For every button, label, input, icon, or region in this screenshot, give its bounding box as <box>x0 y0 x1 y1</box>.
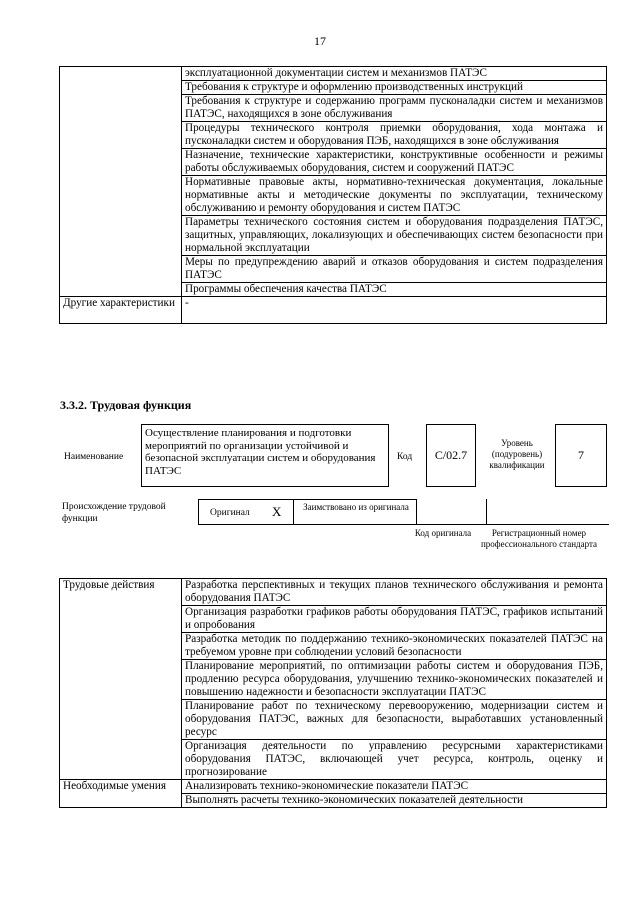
function-name: Осуществление планирования и подготовки мероприятий по организации устойчивой и безопасной эксплуатации систем и оборудования ПАТЭС <box>141 424 389 487</box>
origin-cell-border <box>198 499 199 525</box>
section-title: 3.3.2. Трудовая функция <box>60 398 192 412</box>
table-cell: Требования к структуре и оформлению производственных инструкций <box>182 81 607 95</box>
table-cell: Меры по предупреждению аварий и отказов оборудования и систем подразделения ПАТЭС <box>182 256 607 283</box>
row-label: Другие характеристики <box>60 297 182 324</box>
code-label: Код <box>397 452 413 462</box>
table-row <box>60 780 607 794</box>
origin-row-top-border <box>198 499 416 500</box>
origin-label <box>62 502 197 525</box>
reg-number-label: Регистрационный номер профессионального стандарта <box>480 528 598 549</box>
qualification-level: 7 <box>555 424 607 487</box>
origin-row-bottom-border <box>198 524 609 525</box>
origin-cell-border <box>486 499 487 525</box>
table-cell: Планирование работ по техническому перевооружению, модернизации систем и оборудования ПАТЭС, важных для безопасности, выработавших установленный ресурс <box>182 700 607 740</box>
table-cell: Программы обеспечения качества ПАТЭС <box>182 283 607 297</box>
table-cell: Параметры технического состояния систем и оборудования подразделения ПАТЭС, защитных, управляющих, локализующих и обеспечивающих систем безопасности при нормальной эксплуатации <box>182 216 607 256</box>
table-cell: Процедуры технического контроля приемки оборудования, хода монтажа и пусконаладки систем и оборудования ПЭБ, находящихся в зоне обслуживания <box>182 122 607 149</box>
table-cell: Назначение, технические характеристики, конструктивные особенности и режимы работы обслуживаемых оборудования, систем и сооружений ПАТЭС <box>182 149 607 176</box>
borrowed-label: Заимствовано из оригинала <box>303 502 409 512</box>
table-row <box>60 297 607 324</box>
table-cell: Выполнять расчеты технико-экономических показателей деятельности <box>182 794 607 808</box>
table-cell: Требования к структуре и содержанию программ пусконаладки систем и механизмов ПАТЭС, находящихся в зоне обслуживания <box>182 95 607 122</box>
table-cell: Организация деятельности по управлению ресурсными характеристиками оборудования ПАТЭС, включающей учет ресурса, контроль, оценку и прогнозирование <box>182 740 607 780</box>
qualification-level-label: Уровень (подуровень) квалификации <box>489 438 545 470</box>
original-mark: X <box>272 504 282 519</box>
row-label: Трудовые действия <box>60 579 182 780</box>
table-cell: Планирование мероприятий, по оптимизации работы систем и оборудования ПЭБ, продлению ресурса оборудования, улучшению технико-экономических показателей и повышению надежности и безопасности эксплуатации ПАТЭС <box>182 660 607 700</box>
row-label <box>60 67 182 297</box>
table-cell: Организация разработки графиков работы оборудования ПАТЭС, графиков испытаний и опробования <box>182 606 607 633</box>
code-original-label: Код оригинала <box>414 528 472 538</box>
original-label: Оригинал <box>210 508 250 518</box>
name-label: Наименование <box>64 452 124 462</box>
table-row <box>60 67 607 81</box>
function-code: C/02.7 <box>426 424 476 487</box>
table-cell: - <box>182 297 607 324</box>
origin-cell-border <box>293 499 294 525</box>
origin-cell-border <box>416 499 417 525</box>
knowledge-table <box>59 66 607 324</box>
row-label: Необходимые умения <box>60 780 182 808</box>
table-cell: Разработка методик по поддержанию технико-экономических показателей ПАТЭС на требуемом уровне при соблюдении условий безопасности <box>182 633 607 660</box>
labor-actions-table <box>59 578 607 808</box>
table-cell: Нормативные правовые акты, нормативно-техническая документация, локальные нормативные акты и методические документы по эксплуатации, техническому обслуживанию и ремонту оборудования и систем ПАТЭС <box>182 176 607 216</box>
table-cell: Анализировать технико-экономические показатели ПАТЭС <box>182 780 607 794</box>
origin-label-text: Происхождение трудовой функции <box>62 502 166 524</box>
table-row <box>60 579 607 606</box>
table-cell: Разработка перспективных и текущих планов технического обслуживания и ремонта оборудования ПАТЭС <box>182 579 607 606</box>
page-number: 17 <box>314 34 326 48</box>
table-cell: эксплуатационной документации систем и механизмов ПАТЭС <box>182 67 607 81</box>
